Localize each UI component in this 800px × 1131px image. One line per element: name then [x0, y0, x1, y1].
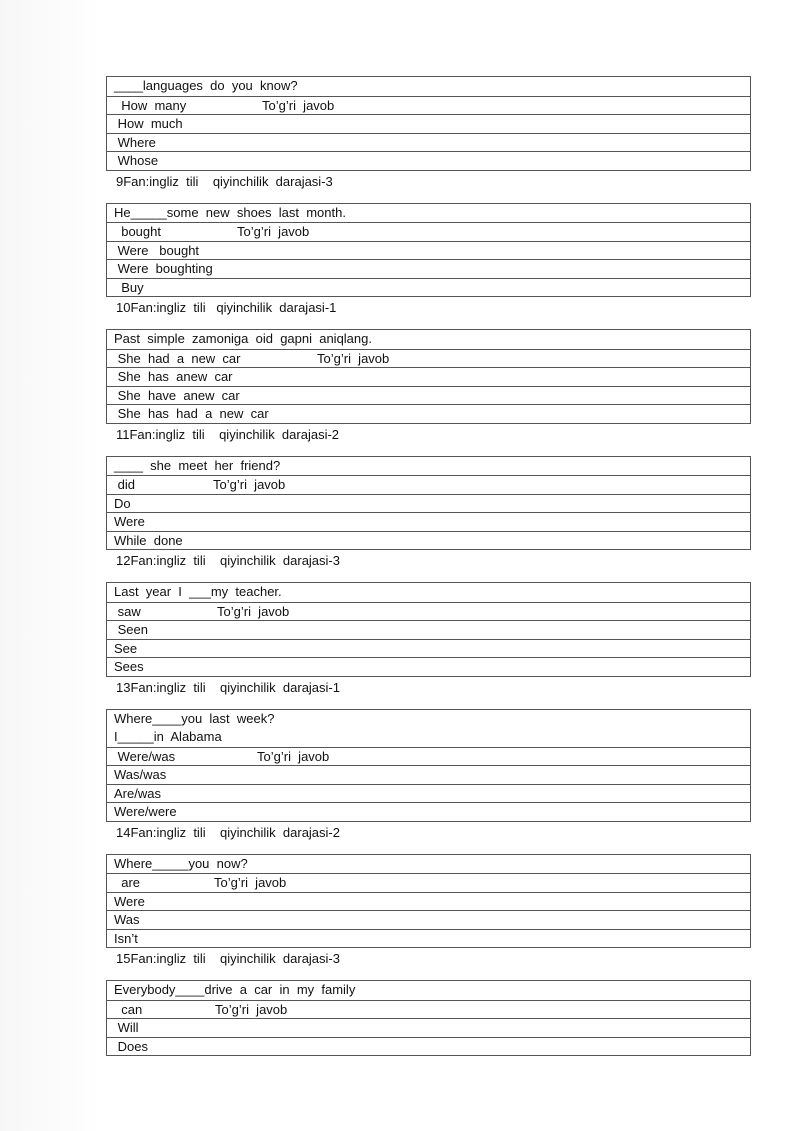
answer-option-text: Seen	[114, 622, 148, 637]
answer-option-text: She have anew car	[114, 387, 240, 403]
question-block	[106, 582, 751, 677]
answer-option-text: Where	[114, 134, 156, 150]
question-text: Where____you last week?	[114, 710, 275, 726]
answer-option-text: Do	[114, 495, 131, 511]
correct-answer-label: To’g’ri javob	[262, 97, 335, 113]
answer-option-text: Were/was	[114, 748, 176, 764]
answer-option-text: Were	[114, 514, 145, 529]
answer-option-text: Were boughting	[114, 261, 213, 276]
answer-option	[107, 349, 750, 368]
spacer	[106, 701, 751, 709]
answer-option-text: Will	[114, 1020, 139, 1035]
answer-option	[107, 910, 750, 929]
answer-option	[107, 367, 750, 386]
answer-option-text: Are/was	[114, 785, 161, 801]
spacer	[106, 846, 751, 854]
question-block	[106, 456, 751, 551]
correct-answer-label: To’g’ri javob	[213, 477, 286, 492]
spacer	[106, 574, 751, 582]
question-meta: 12Fan:ingliz tili qiyinchilik darajasi-3	[116, 553, 340, 568]
answer-option-text: bought	[114, 224, 161, 239]
question-text: Everybody____drive a car in my family	[114, 982, 356, 997]
answer-option-text: Isn’t	[114, 930, 138, 946]
answer-option	[107, 639, 750, 658]
answer-option-text: Whose	[114, 153, 159, 168]
answer-option-text: While done	[114, 532, 183, 548]
question-text: Past simple zamoniga oid gapni aniqlang.	[114, 331, 372, 346]
correct-answer-label: To’g’ri javob	[317, 350, 390, 366]
answer-option	[107, 602, 750, 621]
answer-option	[107, 96, 750, 115]
answer-option-text: She had a new car	[114, 350, 241, 366]
answer-option	[107, 620, 750, 639]
answer-option	[107, 1018, 750, 1037]
question-meta: 13Fan:ingliz tili qiyinchilik darajasi-1	[116, 679, 340, 695]
answer-option-text: Was/was	[114, 767, 167, 782]
question-text: He_____some new shoes last month.	[114, 204, 346, 220]
question-block	[106, 709, 751, 822]
correct-answer-label: To’g’ri javob	[257, 748, 330, 764]
answer-option	[107, 531, 750, 550]
question-block	[106, 980, 751, 1056]
answer-option	[107, 784, 750, 803]
answer-option	[107, 512, 750, 531]
question-text: ____ she meet her friend?	[114, 457, 281, 473]
answer-option	[107, 1000, 750, 1019]
answer-option-text: How much	[114, 116, 183, 131]
answer-option	[107, 929, 750, 948]
spacer	[106, 972, 751, 980]
answer-option-text: saw	[114, 603, 141, 619]
question-meta: 11Fan:ingliz tili qiyinchilik darajasi-2	[116, 426, 340, 442]
question-meta: 9Fan:ingliz tili qiyinchilik darajasi-3	[116, 173, 333, 189]
answer-option-text: Buy	[114, 279, 144, 295]
answer-option	[107, 802, 750, 821]
question-text: ____languages do you know?	[114, 78, 298, 93]
question-block	[106, 203, 751, 298]
answer-option	[107, 133, 750, 152]
answer-option	[107, 259, 750, 278]
answer-option-text: Were bought	[114, 242, 200, 258]
spacer	[106, 448, 751, 456]
question-text: Last year I ___my teacher.	[114, 584, 282, 599]
question-text: Where_____you now?	[114, 855, 248, 871]
answer-option	[107, 494, 750, 513]
question-block	[106, 854, 751, 949]
question-meta: 10Fan:ingliz tili qiyinchilik darajasi-1	[116, 300, 337, 315]
test-document	[106, 76, 751, 1056]
answer-option	[107, 475, 750, 494]
answer-option	[107, 222, 750, 241]
answer-option	[107, 747, 750, 766]
answer-option-text: are	[114, 875, 141, 890]
question-block	[106, 76, 751, 171]
spacer	[106, 321, 751, 329]
answer-option-text: She has had a new car	[114, 406, 269, 421]
answer-option-text: can	[114, 1001, 143, 1017]
question-text: I_____in Alabama	[114, 729, 222, 744]
answer-option-text: did	[114, 477, 135, 492]
answer-option-text: See	[114, 640, 138, 656]
answer-option	[107, 873, 750, 892]
answer-option-text: Was	[114, 912, 140, 927]
question-meta: 15Fan:ingliz tili qiyinchilik darajasi-3	[116, 951, 340, 966]
correct-answer-label: To’g’ri javob	[214, 875, 287, 890]
answer-option-text: Sees	[114, 659, 144, 674]
answer-option-text: She has anew car	[114, 369, 233, 384]
answer-option	[107, 278, 750, 297]
answer-option-text: Were	[114, 893, 145, 909]
answer-option	[107, 1037, 750, 1056]
answer-option	[107, 892, 750, 911]
answer-option-text: Were/were	[114, 804, 177, 819]
answer-option	[107, 657, 750, 676]
answer-option-text: How many	[114, 97, 187, 113]
answer-option	[107, 151, 750, 170]
page-left-margin	[0, 0, 100, 1131]
question-meta: 14Fan:ingliz tili qiyinchilik darajasi-2	[116, 824, 340, 840]
answer-option-text: Does	[114, 1038, 148, 1054]
answer-option	[107, 404, 750, 423]
correct-answer-label: To’g’ri javob	[237, 224, 310, 239]
spacer	[106, 195, 751, 203]
answer-option	[107, 386, 750, 405]
correct-answer-label: To’g’ri javob	[215, 1001, 288, 1017]
answer-option	[107, 114, 750, 133]
answer-option	[107, 241, 750, 260]
answer-option	[107, 765, 750, 784]
question-block	[106, 329, 751, 424]
correct-answer-label: To’g’ri javob	[217, 603, 290, 619]
